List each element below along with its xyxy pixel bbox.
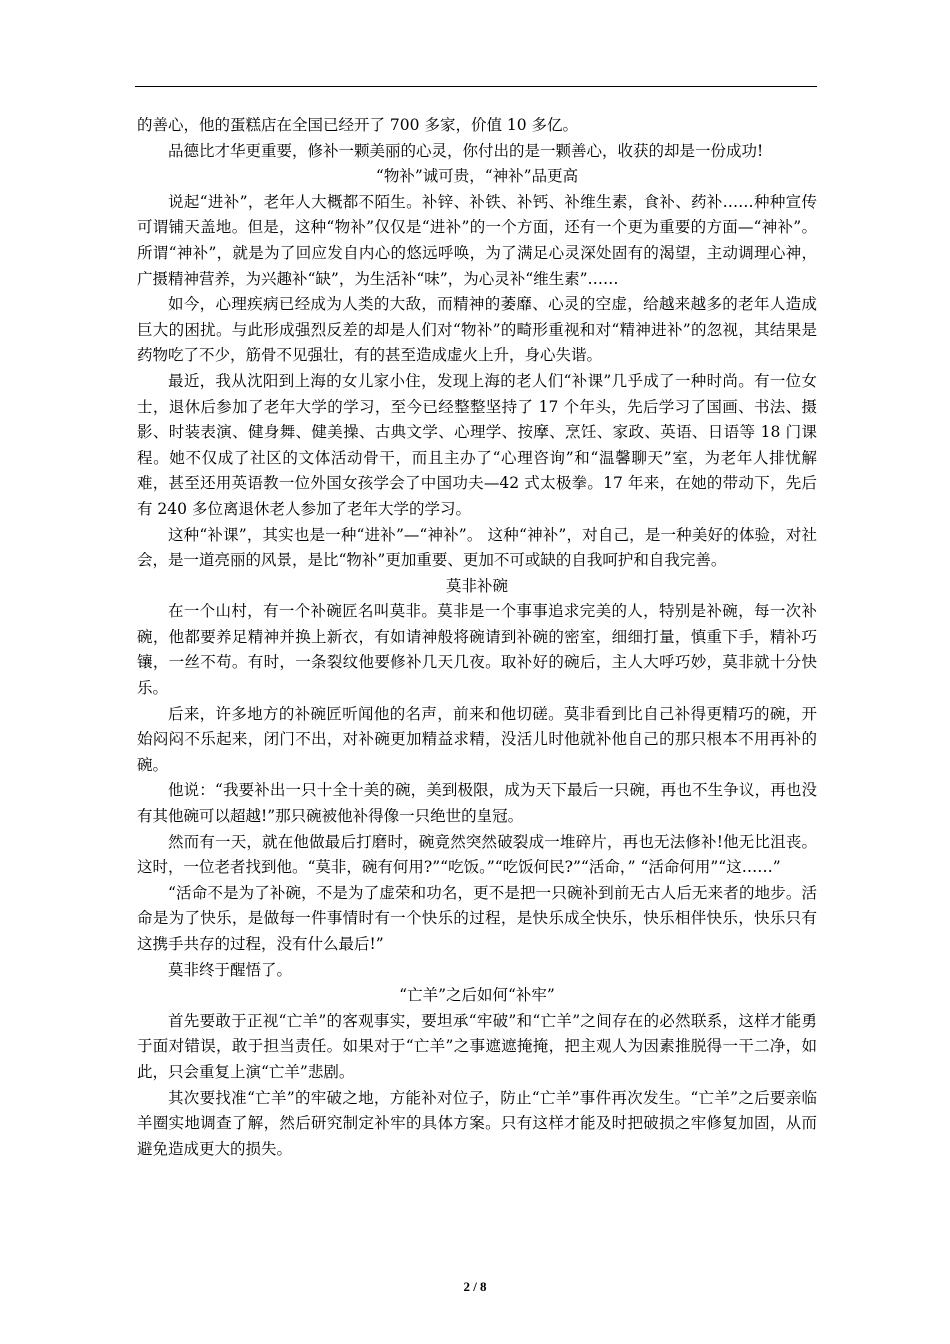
paragraph-9: 他说：“我要补出一只十全十美的碗，美到极限，成为天下最后一只碗，再也不生争议，再也没有其他碗可以超越!”那只碗被他补得像一只绝世的皇冠。 <box>137 781 817 826</box>
paragraph-8: 后来，许多地方的补碗匠听闻他的名声，前来和他切磋。莫非看到比自己补得更精巧的碗，开始闷闷不乐起来，闭门不出，对补碗更加精益求精，没活儿时他就补他自己的那只根本不用再补的碗。 <box>137 704 817 774</box>
section-heading-mofei: 莫非补碗 <box>445 576 508 595</box>
paragraph-6: 这种“补课”，其实也是一种“进补”—“神补”。 这种“神补”，对自己，是一种美好的体验，对社会，是一道亮丽的风景，是比“物补”更加重要、更加不可或缺的自我呵护和自我完善。 <box>137 525 817 570</box>
paragraph-3: 说起“进补”，老年人大概都不陌生。补锌、补铁、补钙、补维生素，食补、药补……种种宣传可谓铺天盖地。但是，这种“物补”仅仅是“进补”的一个方面，还有一个更为重要的方面—“神补”。所谓“神补”，就是为了回应发自内心的悠远呼唤，为了满足心灵深处固有的渴望，主动调理心神，广摄精神营养，为兴趣补“缺”，为生活补“味”，为心灵补“维生素”…… <box>137 192 817 288</box>
section-heading-mend-fold: “亡羊”之后如何“补牢” <box>399 986 555 1005</box>
paragraph-12: 莫非终于醒悟了。 <box>168 960 293 979</box>
paragraph-14: 其次要找准“亡羊”的牢破之地，方能补对位子，防止“亡羊”事件再次发生。“亡羊”之后要亲临羊圈实地调查了解，然后研究制定补牢的具体方案。只有这样才能及时把破损之牢修复加固，从而避免造成更大的损失。 <box>137 1088 817 1158</box>
paragraph-10: 然而有一天，就在他做最后打磨时，碗竟然突然破裂成一堆碎片，再也无法修补!他无比沮丧。这时，一位老者找到他。“莫非，碗有何用?”“吃饭。”“吃饭何民?”“活命，” “活命何用”“这……” <box>137 832 817 877</box>
header-rule <box>135 86 817 87</box>
paragraph-1: 的善心，他的蛋糕店在全国已经开了 700 多家，价值 10 多亿。 <box>137 116 579 134</box>
paragraph-5: 最近，我从沈阳到上海的女儿家小住，发现上海的老人们“补课”几乎成了一种时尚。有一位女士，退休后参加了老年大学的学习，至今已经整整坚持了 17 个年头，先后学习了国画、书法、摄影、时装表演、健身舞、健美操、古典文学、心理学、按摩、烹饪、家政、英语、日语等 18 门课程。她不仅成了社区的文体活动骨干，而且主办了“心理咨询”和“温馨聊天”室，为老年人排忧解难，甚至还用英语教一位外国女孩学会了中国功夫—42 式太极拳。17 年来，在她的带动下，先后有 240 多位离退休老人参加了老年大学的学习。 <box>137 371 817 518</box>
paragraph-13: 首先要敢于正视“亡羊”的客观事实，要坦承“牢破”和“亡羊”之间存在的必然联系，这样才能勇于面对错误，敢于担当责任。如果对于“亡羊”之事遮遮掩掩，把主观人为因素推脱得一干二净，如此，只会重复上演“亡羊”悲剧。 <box>137 1011 817 1081</box>
section-heading-spiritual-tonic: “物补”诚可贵，“神补”品更高 <box>375 167 579 186</box>
page-number: 2 / 8 <box>463 1279 487 1294</box>
paragraph-7: 在一个山村，有一个补碗匠名叫莫非。莫非是一个事事追求完美的人，特别是补碗，每一次补碗，他都要养足精神并换上新衣，有如请神般将碗请到补碗的密室，细细打量，慎重下手，精补巧镶，一丝不苟。有时，一条裂纹他要修补几天几夜。取补好的碗后，主人大呼巧妙，莫非就十分快乐。 <box>137 602 817 698</box>
paragraph-2: 品德比才华更重要，修补一颗美丽的心灵，你付出的是一颗善心，收获的却是一份成功! <box>168 141 764 160</box>
paragraph-11: “活命不是为了补碗，不是为了虚荣和功名，更不是把一只碗补到前无古人后无来者的地步。活命是为了快乐，是做每一件事情时有一个快乐的过程，是快乐成全快乐，快乐相伴快乐，快乐只有这携手共存的过程，没有什么最后!” <box>137 883 817 953</box>
document-body <box>137 113 817 1162</box>
paragraph-4: 如今，心理疾病已经成为人类的大敌，而精神的萎靡、心灵的空虚，给越来越多的老年人造成巨大的困扰。与此形成强烈反差的却是人们对“物补”的畸形重视和对“精神进补”的忽视，其结果是药物吃了不少，筋骨不见强壮，有的甚至造成虚火上升，身心失谐。 <box>137 295 817 365</box>
